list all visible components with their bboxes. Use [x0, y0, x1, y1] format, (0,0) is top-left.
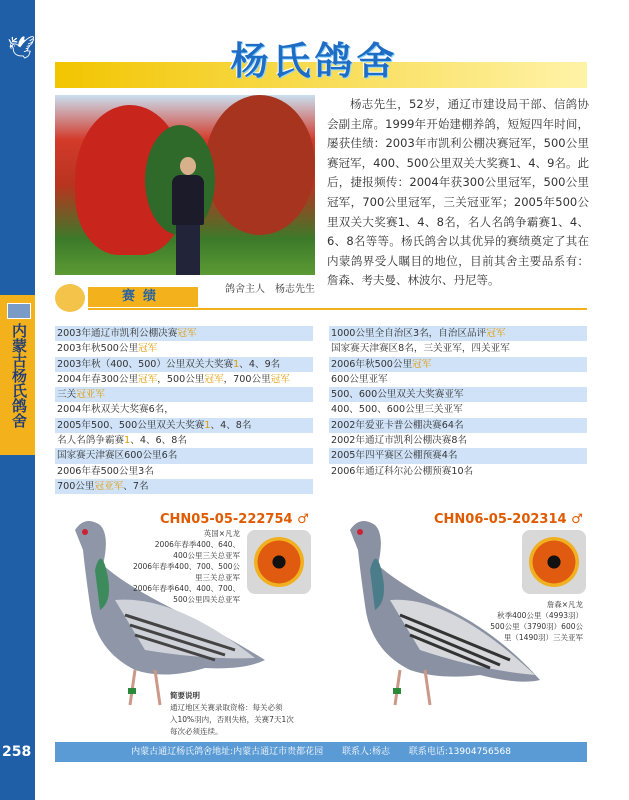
result-text: 、4、9名 [239, 358, 281, 370]
region-thumbnail [7, 303, 31, 319]
result-text: 、7名 [123, 480, 149, 492]
result-row [329, 464, 587, 479]
results-right-column [329, 326, 587, 479]
result-text: 国家赛天津赛区600公里6名 [57, 450, 178, 462]
result-row [329, 326, 587, 341]
note-line: 通辽地区关赛录取资格：每关必须 [170, 703, 283, 712]
results-left-column [55, 326, 313, 494]
result-text: 冠军 [412, 358, 432, 370]
note-line: 每次必须连续。 [170, 727, 223, 736]
results-title: 赛绩 [88, 287, 198, 307]
result-row [55, 387, 313, 402]
result-text: 400、500、600公里三关亚军 [331, 404, 463, 416]
divider [88, 308, 587, 310]
result-row [329, 357, 587, 372]
tree-shape [205, 95, 315, 235]
result-text: 冠军 [138, 373, 158, 385]
result-text: 2006年春500公里3名 [57, 465, 154, 477]
result-text: 冠亚军 [94, 480, 124, 492]
note-line: 2006年春季640、400、700、 [132, 584, 240, 593]
result-text: 冠亚军 [76, 389, 105, 401]
result-text: 2003年通辽市凯利公棚决赛 [57, 328, 178, 339]
note-line: 2006年春季400、700、500公 [132, 562, 240, 571]
result-text: 2002年爱亚卡普公棚决赛64名 [331, 419, 464, 431]
page-title: 杨氏鸽舍 [230, 39, 399, 83]
result-row [55, 357, 313, 372]
note-line: 秋季400公里（4993羽） [497, 611, 583, 620]
result-row [329, 448, 587, 463]
pigeon-badge-icon [55, 284, 85, 312]
result-text: 国家赛天津赛区8名，三关亚军，四关亚军 [331, 343, 510, 355]
result-text: 2002年通辽市凯利公棚决赛8名 [331, 435, 468, 447]
result-row [329, 418, 587, 433]
photo-caption: 鸽舍主人 杨志先生 [225, 284, 315, 295]
region-text: 内蒙古杨氏鸽舍 [10, 323, 28, 428]
note-line: 500公里（3790羽）600公 [490, 622, 583, 631]
result-text: 2006年秋500公里 [331, 358, 413, 370]
result-text: 冠军 [138, 343, 158, 355]
pedigree-note-2 [458, 599, 583, 643]
result-text: 冠军 [270, 373, 290, 385]
ring-number-2: CHN06-05-202314 ♂ [434, 512, 583, 527]
result-text: 2005年500、500公里双关大奖赛 [57, 419, 205, 431]
footer-phone: 联系电话:13904756568 [408, 747, 511, 757]
remark-title: 简要说明 [170, 691, 200, 700]
footer-contact: 联系人:杨志 [341, 747, 391, 757]
result-text: 2003年秋（400、500）公里双关大奖赛 [57, 358, 234, 370]
result-text: 冠军 [204, 373, 224, 385]
intro-paragraph: 杨志先生，52岁，通辽市建设局干部、信鸽协会副主席。1999年开始建棚养鸽，短短四年时间，屡获佳绩：2003年市凯利公棚决赛冠军，500公里赛冠军，400、500公里双关大奖赛1、4、9名。此后，捷报频传：2004年获300公里冠军，500公里冠军，700公里冠军，三关冠亚军；2005年500公里双关大奖赛1、4、8名，名人名鸽争霸赛1、4、6、8名等等。杨氏鸽舍以其优异的赛绩奠定了其在内蒙鸽界受人瞩目的地位，目前其舍主要品系有：詹森、考夫曼、林波尔、丹尼等。 [327, 97, 589, 288]
result-text: 、4、6、8名 [130, 435, 187, 447]
note-line: 里三关总亚军 [195, 573, 240, 582]
result-row [329, 387, 587, 402]
result-row [329, 372, 587, 387]
result-text: 1 [233, 358, 240, 370]
eye-photo-2 [522, 530, 586, 594]
note-line: 入10%羽内，否则失格，关赛7天1次 [170, 715, 294, 724]
result-row [55, 433, 313, 448]
footer-address: 内蒙古通辽杨氏鸽舍地址:内蒙古通辽市贵都花园 [131, 747, 324, 757]
result-text: 2004年秋双关大奖赛6名， [57, 404, 174, 416]
owner-photo [55, 95, 315, 275]
result-text: 500、600公里双关大奖赛亚军 [331, 389, 464, 401]
result-text: 700公里 [57, 480, 95, 492]
result-row [329, 402, 587, 417]
result-row [55, 418, 313, 433]
result-text: ，700公里 [223, 373, 271, 385]
remark-box [170, 690, 320, 738]
result-row [55, 326, 313, 341]
eye-photo-1 [247, 530, 311, 594]
result-text: 2003年秋500公里 [57, 343, 139, 355]
results-header [55, 284, 587, 312]
result-text: 2005年四平赛区公棚预赛4名 [331, 450, 458, 462]
result-row [55, 479, 313, 494]
note-line: 500公里四关总亚军 [173, 595, 240, 604]
result-row [55, 448, 313, 463]
result-row [55, 341, 313, 356]
result-text: ，500公里 [157, 373, 205, 385]
result-row [55, 464, 313, 479]
note-line: 400公里三关总亚军 [173, 551, 240, 560]
result-text: 、4、8名 [210, 419, 252, 431]
owner-figure [170, 157, 206, 275]
note-line: 英国×凡龙 [203, 529, 240, 538]
result-text: 三关 [57, 389, 77, 401]
note-line: 2006年春季400、640、 [154, 540, 240, 549]
remark-lines [170, 702, 320, 738]
result-text: 1 [124, 435, 131, 447]
result-row [329, 433, 587, 448]
result-text: 2004年春300公里 [57, 373, 139, 385]
sidebar [0, 0, 35, 800]
note-line: 里（1490羽）三关亚军 [503, 633, 583, 642]
result-text: 冠军 [486, 328, 506, 339]
note-line: 詹森×凡龙 [546, 600, 583, 609]
result-row [55, 402, 313, 417]
footer-bar [55, 742, 587, 762]
result-text: 2006年通辽科尔沁公棚预赛10名 [331, 465, 474, 477]
result-text: 1 [204, 419, 211, 431]
result-text: 冠军 [177, 328, 197, 339]
ring-number-1: CHN05-05-222754 ♂ [160, 512, 309, 527]
result-row [329, 341, 587, 356]
pedigree-note-1 [120, 528, 240, 605]
dove-logo-icon: 🕊 [7, 36, 35, 61]
result-text: 1000公里全自治区3名，自治区品评 [331, 328, 487, 339]
result-row [55, 372, 313, 387]
page-number: 258 [2, 744, 32, 760]
result-text: 600公里亚军 [331, 373, 388, 385]
result-text: 名人名鸽争霸赛 [57, 435, 125, 447]
region-tab [0, 295, 35, 455]
